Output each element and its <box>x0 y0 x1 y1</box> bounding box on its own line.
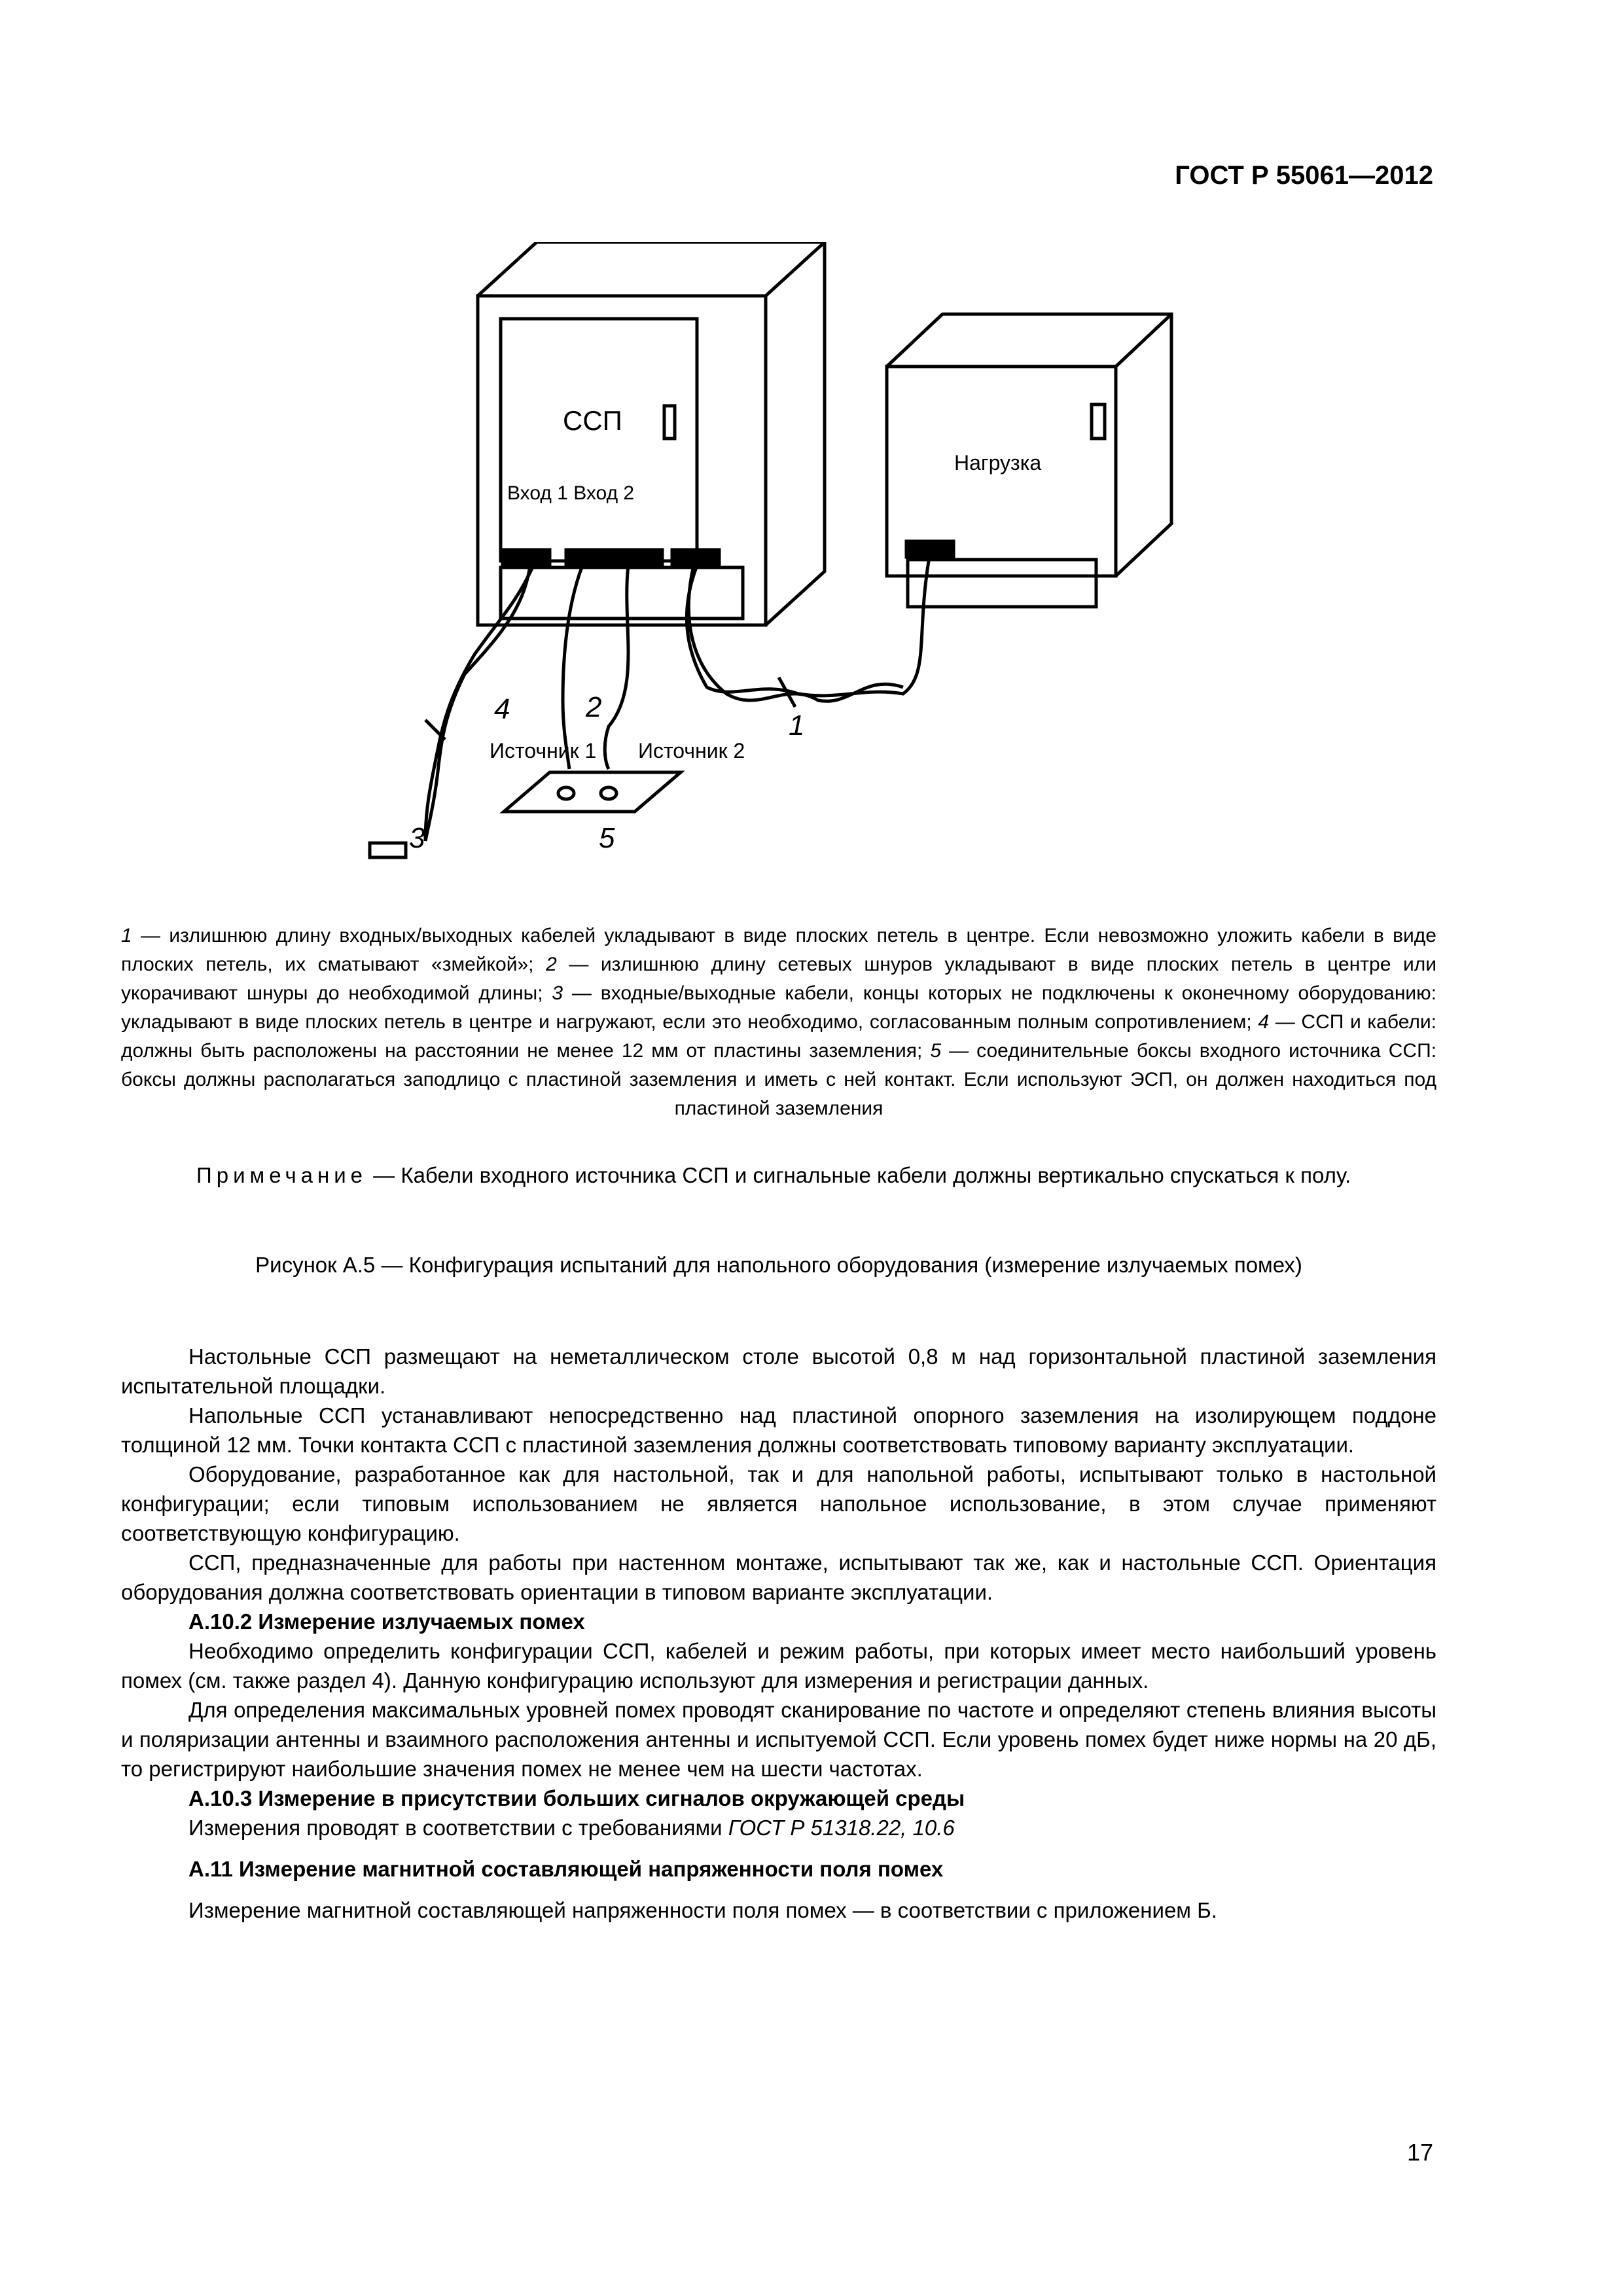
paragraph: Настольные ССП размещают на неметаллическом столе высотой 0,8 м над горизонтальной пластиной заземления испытательной площадки. <box>121 1344 1436 1398</box>
cable-1-b <box>688 565 903 701</box>
callout-2: 2 <box>586 691 602 723</box>
test-configuration-diagram <box>340 242 1257 897</box>
legend-text: — излишнюю длину входных/выходных кабелей укладывают в виде плоских петель в центре. Если невозможно уложить кабели в виде плоских петель, их сматывают «змейкой»; <box>121 925 1436 975</box>
load-drawer <box>908 560 1096 607</box>
figure-note <box>121 1160 1436 1191</box>
load-connector <box>906 541 954 557</box>
section-heading: А.11 Измерение магнитной составляющей напряженности поля помех <box>188 1857 944 1881</box>
paragraph: Оборудование, разработанное как для настольной, так и для напольной работы, испытывают только в настольной конфигурации; если типовым использованием не является напольное использование, в этом случае применяют соответствующую конфигурацию. <box>121 1462 1436 1545</box>
figure-legend <box>121 922 1436 1123</box>
paragraph <box>121 1813 1436 1842</box>
legend-num: 5 <box>930 1040 942 1062</box>
callout-4: 4 <box>494 693 510 725</box>
paragraph: Напольные ССП устанавливают непосредственно над пластиной опорного заземления на изолирующем поддоне толщиной 12 мм. Точки контакта ССП с пластиной заземления должны соответствовать типовому варианту эксплуатации. <box>121 1403 1436 1457</box>
connector <box>566 550 613 565</box>
inputs-label: Вход 1 Вход 2 <box>507 482 635 504</box>
ssp-front <box>478 296 766 625</box>
legend-text: — излишнюю длину сетевых шнуров укладывают в виде плоских петель в центре или укорачивают шнуры до необходимой длины; <box>121 954 1437 1004</box>
section-heading: А.10.2 Измерение излучаемых помех <box>188 1609 585 1634</box>
legend-num: 4 <box>1258 1011 1270 1033</box>
body-text <box>121 1342 1436 1925</box>
legend-num: 2 <box>546 954 557 975</box>
ssp-drawer <box>501 567 743 619</box>
standard-reference: ГОСТ Р 51318.22, 10.6 <box>728 1816 955 1840</box>
legend-text: — ССП и кабели: должны быть расположены на расстоянии не менее 12 мм от пластины заземления; <box>121 1011 1437 1062</box>
figure-caption: Рисунок А.5 — Конфигурация испытаний для напольного оборудования (измерение излучаемых помех) <box>255 1253 1302 1277</box>
callout-1: 1 <box>789 709 805 742</box>
paragraph: Необходимо определить конфигурации ССП, кабелей и режим работы, при которых имеет место наибольший уровень помех (см. также раздел 4). Данную конфигурацию используют для измерения и регистрации данных. <box>121 1639 1436 1693</box>
load-indicator <box>1092 404 1105 439</box>
section-heading: А.10.3 Измерение в присутствии больших сигналов окружающей среды <box>188 1786 965 1810</box>
ssp-label: ССП <box>563 405 622 436</box>
page-number: 17 <box>1406 2139 1433 2166</box>
paragraph: Измерение магнитной составляющей напряженности поля помех — в соответствии с приложением Б. <box>188 1898 1217 1922</box>
connector <box>503 550 550 565</box>
connector <box>672 550 719 565</box>
legend-text: — соединительные боксы входного источника ССП: боксы должны располагаться заподлицо с пластиной заземления и иметь с ней контакт. Если используют ЭСП, он должен находиться под пластиной заземления <box>121 1040 1436 1119</box>
paragraph-text: Измерения проводят в соответствии с требованиями <box>188 1816 728 1840</box>
source2-cable <box>605 565 628 769</box>
note-text: — Кабели входного источника ССП и сигнальные кабели должны вертикально спускаться к полу. <box>367 1163 1351 1187</box>
connector-hole <box>601 787 616 799</box>
callout-5: 5 <box>599 822 615 854</box>
cable-3-end <box>370 843 406 857</box>
callout-3: 3 <box>409 822 425 854</box>
document-header: ГОСТ Р 55061—2012 <box>1175 161 1433 190</box>
source1-label: Источник 1 <box>490 739 597 762</box>
ssp-indicator <box>664 406 675 439</box>
connector <box>615 550 662 565</box>
connector-hole <box>558 787 574 799</box>
load-label: Нагрузка <box>954 451 1042 475</box>
note-label: Примечание <box>196 1163 368 1187</box>
paragraph: ССП, предназначенные для работы при настенном монтаже, испытывают так же, как и настольные ССП. Ориентация оборудования должна соответствовать ориентации в типовом варианте эксплуатации. <box>121 1551 1436 1604</box>
source2-label: Источник 2 <box>638 739 745 762</box>
paragraph: Для определения максимальных уровней помех проводят сканирование по частоте и определяют степень влияния высоты и поляризации антенны и взаимного расположения антенны и испытуемой ССП. Если уровень помех будет ниже нормы на 20 дБ, то регистрируют наибольшие значения помех не менее чем на шести частотах. <box>121 1698 1436 1781</box>
connection-box-plate <box>504 772 681 812</box>
legend-text: — входные/выходные кабели, концы которых не подключены к оконечному оборудованию: укладывают в виде плоских петель в центре и нагружают, если это необходимо, согласованным полным сопротивлением; <box>121 982 1436 1033</box>
legend-num: 3 <box>552 982 563 1004</box>
legend-num: 1 <box>121 925 132 946</box>
